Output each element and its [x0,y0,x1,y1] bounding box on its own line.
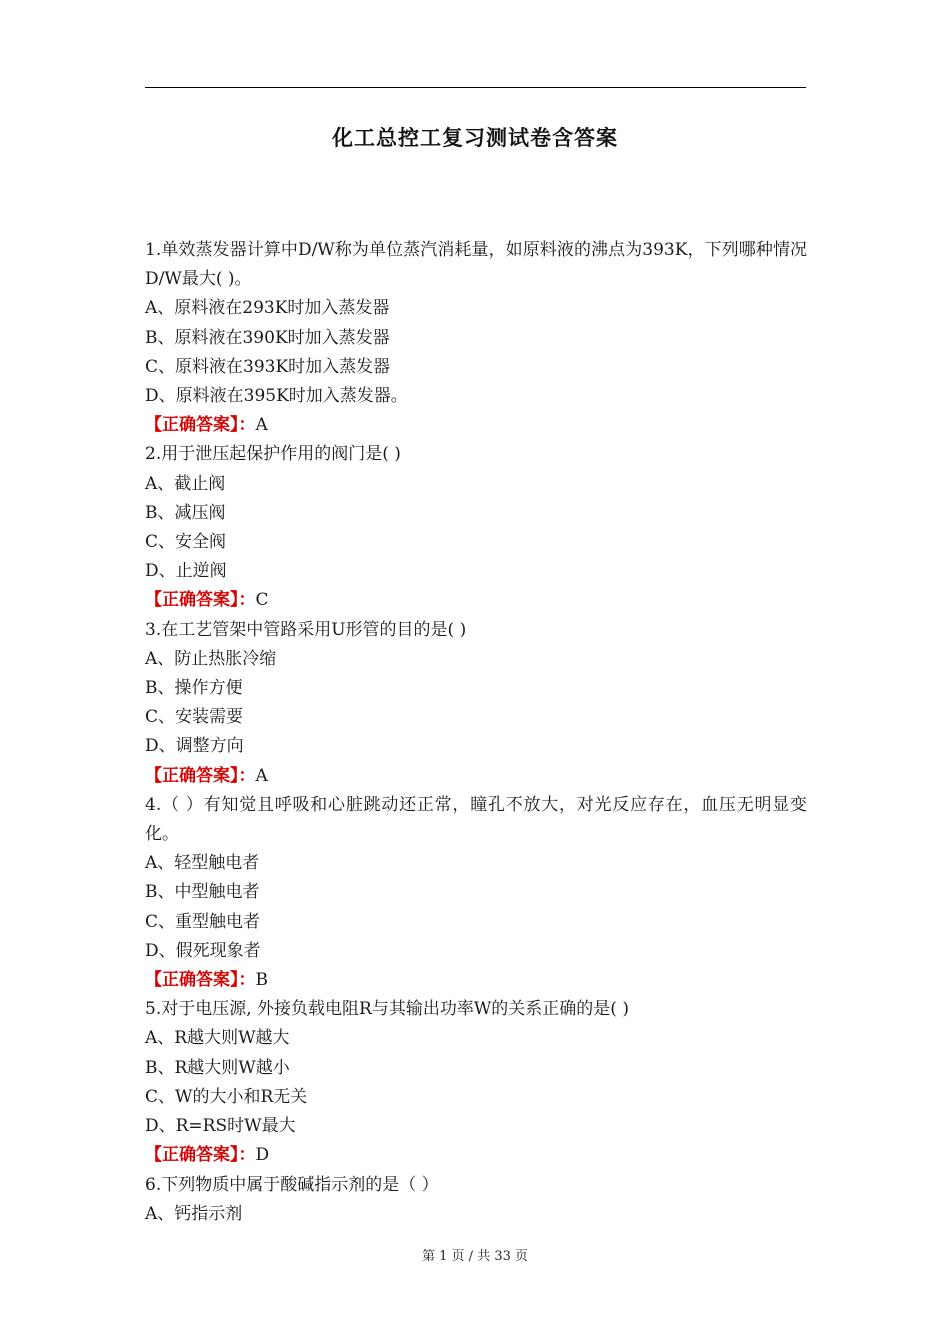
question-2-answer [145,586,807,615]
question-5-option-b: B、R越大则W越小 [145,1057,290,1078]
page-number-footer: 第 1 页 / 共 33 页 [422,1249,528,1264]
question-2-option-d: D、止逆阀 [145,561,227,582]
question-2-stem: 2.用于泄压起保护作用的阀门是( ) [145,444,401,465]
question-2-option-b: B、减压阀 [145,502,226,523]
question-6-stem: 6.下列物质中属于酸碱指示剂的是（ ） [145,1174,439,1195]
question-4-option-b: B、中型触电者 [145,882,260,903]
answer-value: A [255,415,268,436]
answer-value: D [255,1145,270,1166]
page-title: 化工总控工复习测试卷含答案 [332,126,618,150]
question-2-option-a: A、截止阀 [145,473,226,494]
question-5-answer [145,1141,807,1170]
question-4-option-d: D、假死现象者 [145,940,261,961]
question-1-option-a: A、原料液在293K时加入蒸发器 [145,298,390,319]
question-1-option-c: C、原料液在393K时加入蒸发器 [145,356,391,377]
question-4-answer [145,966,807,995]
answer-value: A [255,765,268,786]
answer-label: 【正确答案】： [145,765,256,786]
answer-label: 【正确答案】： [145,970,256,991]
question-3-answer [145,762,807,791]
answer-value: B [255,970,268,991]
question-5-option-c: C、W的大小和R无关 [145,1086,308,1107]
question-1-option-b: B、原料液在390K时加入蒸发器 [145,327,390,348]
question-1-answer [145,411,807,440]
question-6-option-a: A、钙指示剂 [145,1203,243,1224]
question-3-option-d: D、调整方向 [145,736,244,757]
answer-label: 【正确答案】： [145,1145,256,1166]
question-3-stem: 3.在工艺管架中管路采用U形管的目的是( ) [145,619,467,640]
answer-value: C [255,590,269,611]
question-3-option-a: A、防止热胀冷缩 [145,648,277,669]
header-rule [145,87,806,88]
question-2-option-c: C、安全阀 [145,532,227,553]
question-list [145,236,807,1229]
question-3-option-b: B、操作方便 [145,678,243,699]
question-1-stem: 1.单效蒸发器计算中D/W称为单位蒸汽消耗量，如原料液的沸点为393K，下列哪种情况D/W最大( )。 [145,240,807,290]
question-5-option-d: D、R=RS时W最大 [145,1116,296,1137]
question-3-option-c: C、安装需要 [145,707,244,728]
question-4-option-c: C、重型触电者 [145,911,261,932]
question-5-option-a: A、R越大则W越大 [145,1028,290,1049]
answer-label: 【正确答案】： [145,590,256,611]
question-1-option-d: D、原料液在395K时加入蒸发器。 [145,386,408,407]
answer-label: 【正确答案】： [145,415,256,436]
question-5-stem: 5.对于电压源, 外接负载电阻R与其输出功率W的关系正确的是( ) [145,999,629,1020]
question-4-stem: 4.（ ）有知觉且呼吸和心脏跳动还正常，瞳孔不放大，对光反应存在，血压无明显变化。 [145,794,807,845]
question-4-option-a: A、轻型触电者 [145,853,260,874]
